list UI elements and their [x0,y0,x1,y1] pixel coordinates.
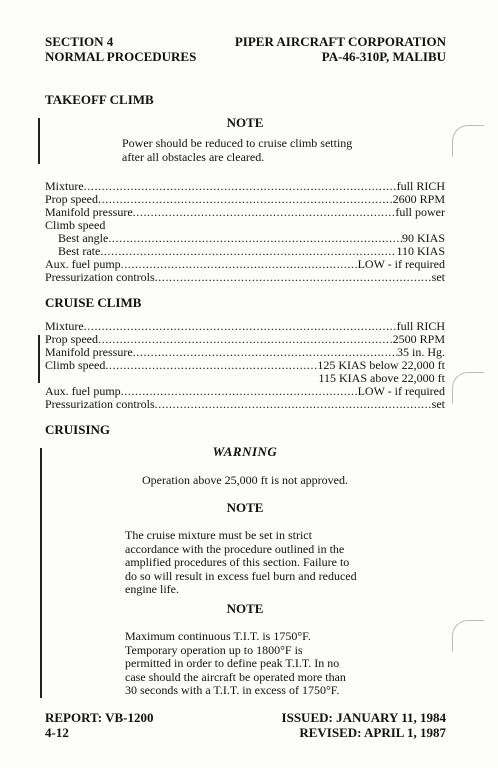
leader-dots [105,359,317,372]
chapter-title: NORMAL PROCEDURES [45,49,197,64]
leader-dots [84,180,397,193]
row-label: Aux. fuel pump [45,384,121,398]
note-line: permitted in order to define peak T.I.T. In no [125,656,340,670]
checklist-row [58,232,445,245]
note-line: engine life. [125,582,179,596]
cruise-climb-title: CRUISE CLIMB [45,295,142,310]
company-name: PIPER AIRCRAFT CORPORATION [234,34,446,49]
row-label: Prop speed [45,332,98,346]
note-title: NOTE [226,115,264,130]
checklist-row [45,206,445,219]
note2-title-wrap [45,601,445,617]
row-label: Pressurization controls [45,397,155,411]
row-value: 110 KIAS [396,244,445,258]
note-line: Temporary operation up to 1800°F is [125,642,303,657]
note-line: Maximum continuous T.I.T. is 1750°F. [125,629,311,643]
note-line: after all obstacles are cleared. [122,149,265,164]
checklist-row [45,398,445,411]
row-label: Best angle [58,231,109,245]
leader-dots [98,333,393,346]
row-label: Pressurization controls [45,270,155,284]
scan-mark [452,620,484,652]
row-value: 35 in. Hg. [397,345,445,359]
scan-mark [452,125,484,157]
note-line: 30 seconds with a T.I.T. in excess of 1750°F. [125,683,340,697]
row-value: set [431,397,445,411]
checklist-row [45,180,445,193]
note-line: case should the aircraft be operated more than [125,669,346,684]
leader-dots [108,232,402,245]
issued-date: ISSUED: JANUARY 11, 1984 [281,710,446,725]
leader-dots [155,398,432,411]
note-title: NOTE [226,601,264,616]
note2-text [125,630,373,698]
climb-speed-heading: Climb speed [45,218,106,232]
takeoff-climb-title: TAKEOFF CLIMB [45,92,154,107]
leader-dots [98,193,393,206]
row-value: full RICH [396,179,445,193]
row-value: full RICH [396,319,445,333]
row-label: Prop speed [45,192,98,206]
row-value: full power [395,205,445,219]
warning-text-wrap [45,473,445,488]
row-label: Mixture [45,319,84,333]
note-line: The cruise mixture must be set in strict [125,528,312,542]
takeoff-note [45,115,445,131]
note-line: Power should be reduced to cruise climb setting [122,136,353,150]
row-label: Aux. fuel pump [45,257,121,271]
note-line: amplified procedures of this section. Failure to [125,555,350,569]
note1-title-wrap [45,500,445,516]
leader-dots [133,206,396,219]
section-number: SECTION 4 [45,34,114,49]
footer-right [282,710,446,740]
aircraft-model: PA-46-310P, MALIBU [321,49,446,64]
leader-dots [121,258,358,271]
revised-date: REVISED: APRIL 1, 1987 [299,725,446,740]
climb-speed-alt-value: 115 KIAS above 22,000 ft [318,371,445,385]
note-line: accordance with the procedure outlined in the [125,541,345,556]
row-label: Climb speed [45,358,106,372]
cruising-title: CRUISING [45,422,111,437]
row-value: 2500 RPM [392,332,445,346]
row-label: Mixture [45,179,84,193]
warning-text: Operation above 25,000 ft is not approved. [142,473,348,487]
leader-dots [121,385,358,398]
note1-text [125,529,373,597]
note-title: NOTE [226,500,264,515]
leader-dots [155,271,432,284]
revision-bar [38,335,40,383]
footer-left [45,710,153,740]
takeoff-note-text [122,137,352,164]
row-value: LOW - if required [357,257,445,271]
checklist-row [45,271,445,284]
row-label: Manifold pressure [45,345,133,359]
warning-title: WARNING [212,444,278,459]
row-label: Manifold pressure [45,205,133,219]
row-value: 2600 RPM [392,192,445,206]
scan-mark [452,372,484,404]
header-right [235,34,446,64]
revision-bar [40,448,42,698]
leader-dots [100,245,396,258]
row-value: 90 KIAS [401,231,445,245]
warning-block [45,444,445,460]
row-label: Best rate [58,244,101,258]
checklist-row [45,320,445,333]
header-left [45,34,196,64]
row-value: set [431,270,445,284]
note-line: do so will result in excess fuel burn and reduced [125,568,357,583]
leader-dots [84,320,397,333]
report-number: REPORT: VB-1200 [45,710,154,725]
revision-bar [38,118,40,164]
page-number: 4-12 [45,725,69,740]
row-value: LOW - if required [357,384,445,398]
row-value: 125 KIAS below 22,000 ft [317,358,445,372]
